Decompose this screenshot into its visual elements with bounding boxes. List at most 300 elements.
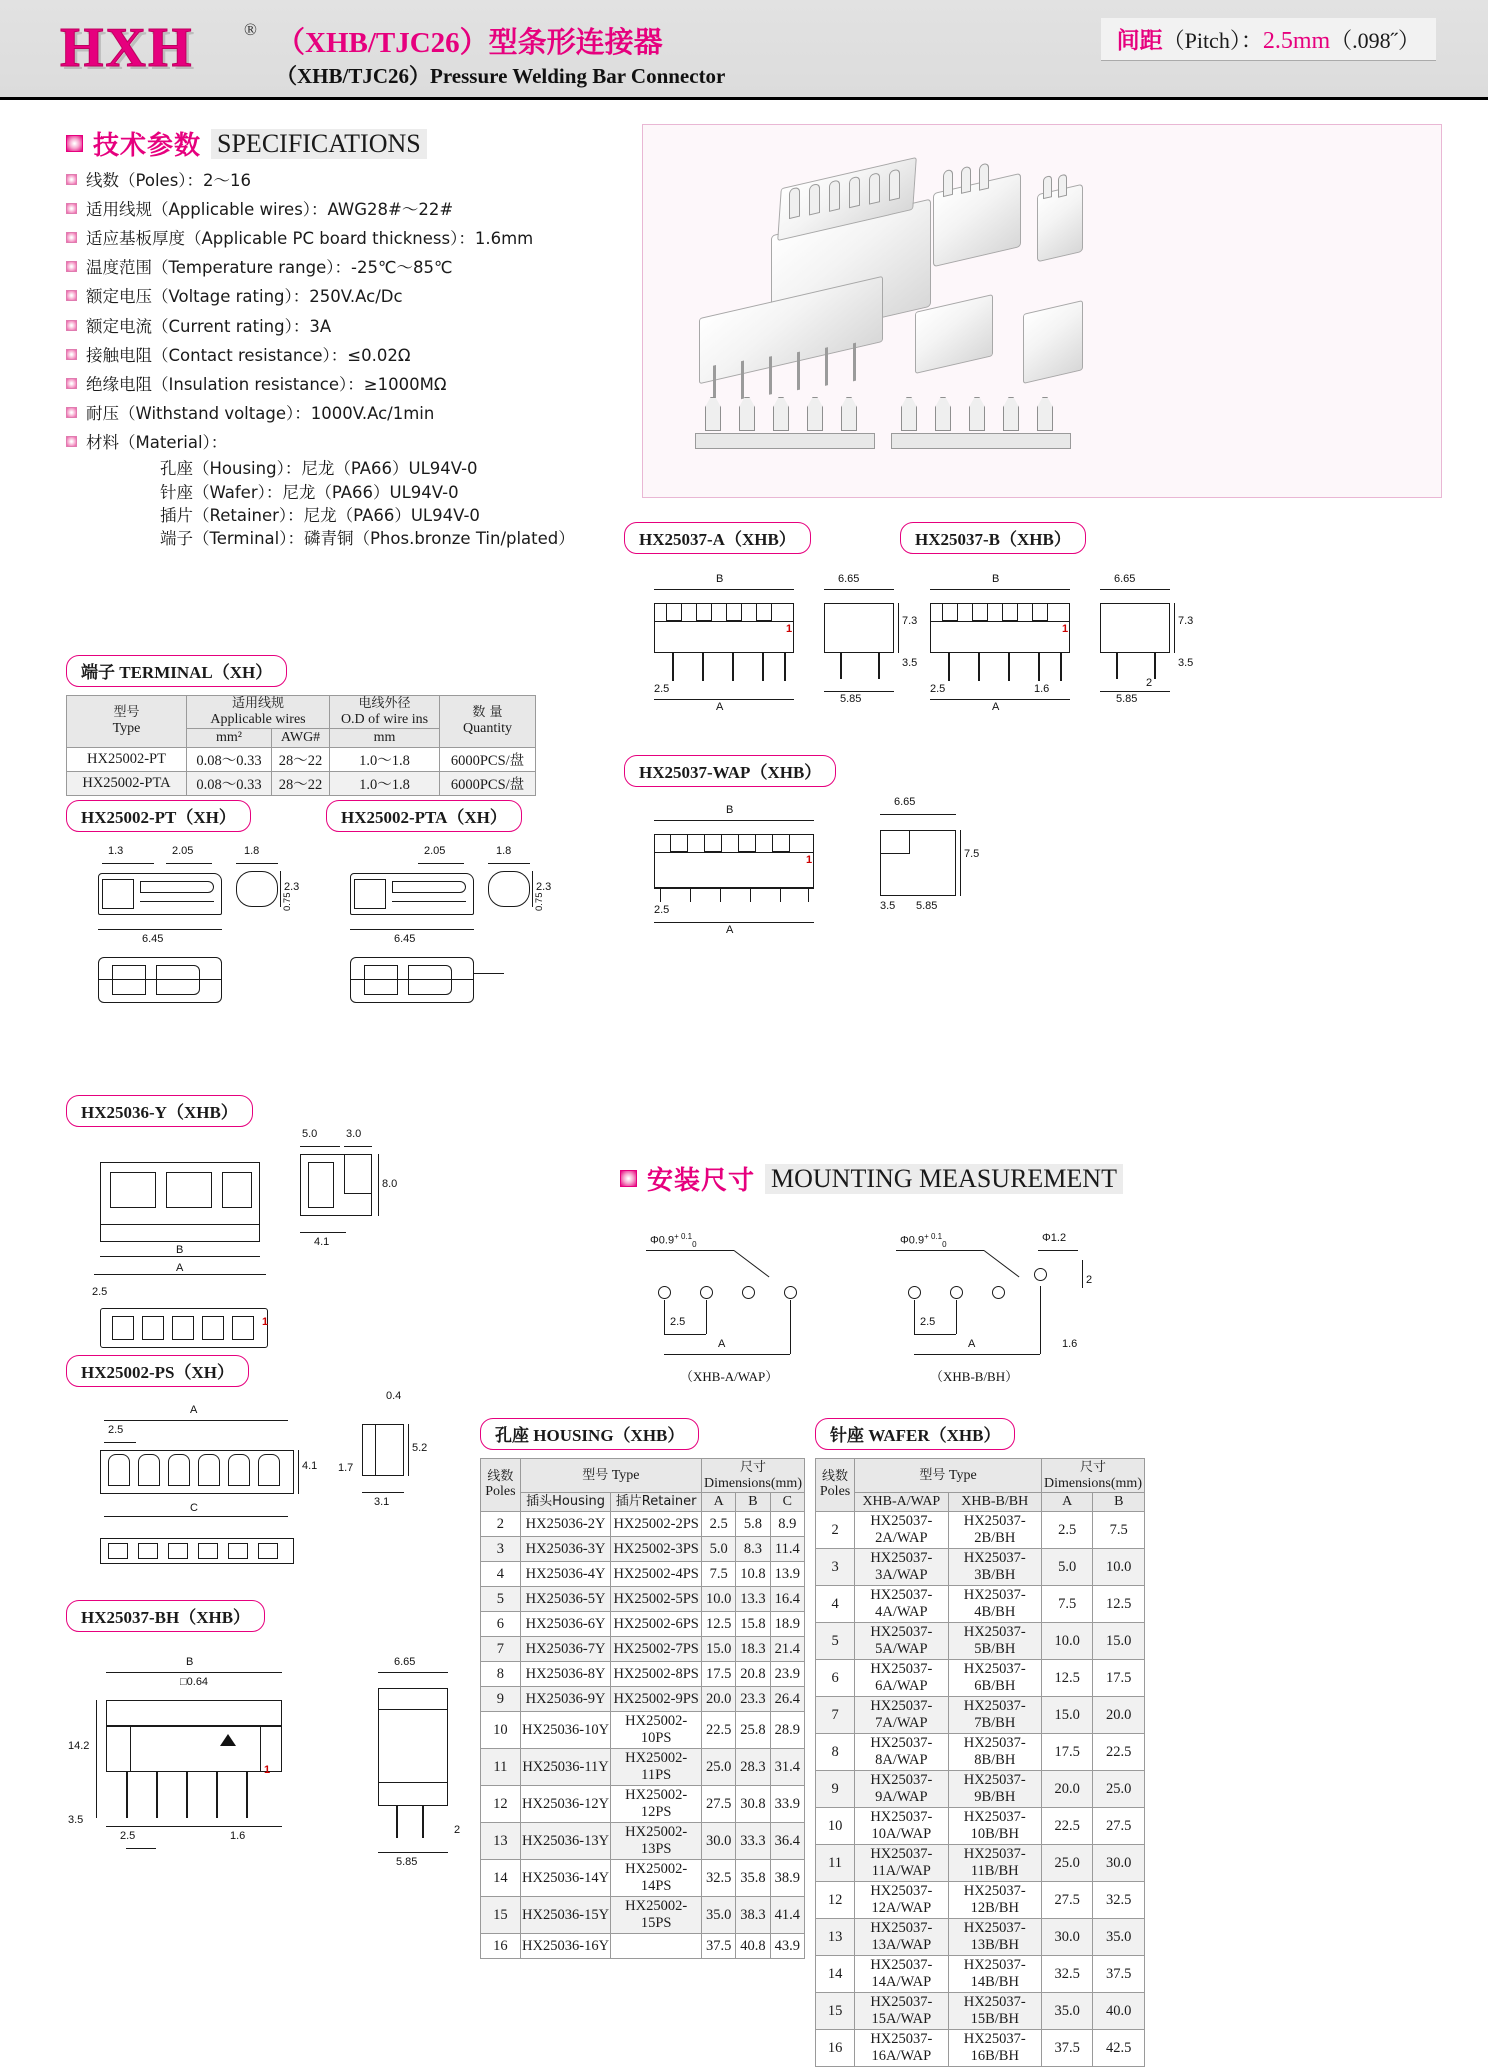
bullet-small-icon: [66, 407, 77, 418]
cell-b: 33.3: [736, 1823, 770, 1860]
table-row: [481, 1562, 805, 1587]
cell-type: HX25002-PT: [67, 747, 187, 771]
th-qty: [440, 696, 536, 748]
drawing-bh-label: HX25037-BH（XHB）: [66, 1600, 265, 1632]
cell-a: 12.5: [701, 1612, 735, 1637]
cell-b: 10.8: [736, 1562, 770, 1587]
table-row: [816, 1845, 1145, 1882]
dim-3-5: 3.5: [1178, 657, 1194, 669]
cell-retainer: HX25002-3PS: [611, 1537, 702, 1562]
cell-poles: 5: [816, 1623, 855, 1660]
cell-retainer: HX25002-11PS: [611, 1749, 702, 1786]
drawing-ps-label: HX25002-PS（XH）: [66, 1355, 249, 1387]
dim-2-5: 2.5: [654, 904, 670, 916]
cell-poles: 4: [481, 1562, 521, 1587]
cell-a-wap: HX25037-7A/WAP: [855, 1697, 948, 1734]
housing-table: [480, 1458, 805, 1959]
table-row: [816, 1771, 1145, 1808]
drawing-a-label: HX25037-A（XHB）: [624, 522, 811, 554]
wafer-table: [815, 1458, 1145, 2067]
cell-housing: HX25036-13Y: [520, 1823, 611, 1860]
table-row: [816, 1660, 1145, 1697]
cell-a: 32.5: [701, 1860, 735, 1897]
cell-a-wap: HX25037-8A/WAP: [855, 1734, 948, 1771]
cell-c: 28.9: [770, 1712, 804, 1749]
company-logo: HXH: [60, 17, 194, 79]
th-b: B: [1093, 1493, 1145, 1512]
cell-a: 2.5: [1041, 1512, 1093, 1549]
cell-c: 8.9: [770, 1512, 804, 1537]
dim-5-85: 5.85: [1116, 693, 1138, 705]
drawing-y: [66, 1095, 253, 1127]
cell-b-bh: HX25037-2B/BH: [948, 1512, 1041, 1549]
cell-poles: 3: [481, 1537, 521, 1562]
th-dims-en: Dimensions(mm): [1043, 1475, 1142, 1491]
dim-6-65: 6.65: [838, 573, 860, 585]
cell-a: 22.5: [701, 1712, 735, 1749]
cell-b-bh: HX25037-4B/BH: [948, 1586, 1041, 1623]
dim-height: 2: [1086, 1274, 1093, 1286]
terminal-table-label: 端子 TERMINAL（XH）: [66, 655, 287, 687]
spec-item: [66, 374, 646, 395]
dim-4-1: 4.1: [302, 1460, 318, 1472]
dim-3-0: 3.0: [346, 1128, 362, 1140]
drawing-b-label: HX25037-B（XHB）: [900, 522, 1086, 554]
table-row: [816, 1623, 1145, 1660]
cell-poles: 10: [816, 1808, 855, 1845]
cell-a-wap: HX25037-10A/WAP: [855, 1808, 948, 1845]
cell-poles: 2: [816, 1512, 855, 1549]
cell-b: 13.3: [736, 1587, 770, 1612]
specifications-heading: [66, 125, 646, 162]
th-type-en: Type: [611, 1467, 640, 1483]
dim-5-0: 5.0: [302, 1128, 318, 1140]
dim-1-6: 1.6: [230, 1830, 246, 1842]
dim-2-3: 2.3: [536, 881, 552, 893]
dim-0-4: 0.4: [386, 1390, 402, 1402]
cell-retainer: HX25002-8PS: [611, 1662, 702, 1687]
cell-poles: 12: [816, 1882, 855, 1919]
cell-retainer: HX25002-12PS: [611, 1786, 702, 1823]
cell-b: 17.5: [1093, 1660, 1145, 1697]
tol-lower: 0: [692, 1239, 697, 1249]
table-row: [481, 1637, 805, 1662]
dim-3-5: 3.5: [68, 1814, 84, 1826]
terminal-strip-right: [891, 393, 1071, 453]
cell-housing: HX25036-9Y: [520, 1687, 611, 1712]
terminal-table-section: [66, 655, 536, 796]
dim-B: B: [716, 573, 724, 585]
mounting-heading-cn: 安装尺寸: [647, 1166, 756, 1196]
cell-poles: 4: [816, 1586, 855, 1623]
th-od-cn: 电线外径: [358, 696, 411, 711]
cell-awg: 28～22: [272, 747, 330, 771]
material-line: 针座（Wafer）：尼龙（PA66）UL94V-0: [160, 482, 459, 502]
dim-1-8: 1.8: [244, 845, 260, 857]
dim-B: B: [176, 1244, 184, 1256]
specifications-section: [66, 125, 646, 551]
cell-housing: HX25036-6Y: [520, 1612, 611, 1637]
cell-c: 11.4: [770, 1537, 804, 1562]
cell-housing: HX25036-5Y: [520, 1587, 611, 1612]
cell-a: 30.0: [1041, 1919, 1093, 1956]
th-b: B: [736, 1493, 770, 1512]
th-type-cn: 型号: [113, 705, 140, 721]
cell-retainer: HX25002-15PS: [611, 1897, 702, 1934]
cell-b: 7.5: [1093, 1512, 1145, 1549]
th-type-cn: 型号: [919, 1467, 946, 1483]
dim-A: A: [718, 1338, 726, 1350]
cell-poles: 13: [481, 1823, 521, 1860]
table-row: [481, 1712, 805, 1749]
cell-b: 10.0: [1093, 1549, 1145, 1586]
dim-2-05: 2.05: [424, 845, 446, 857]
material-line: 插片（Retainer）：尼龙（PA66）UL94V-0: [160, 505, 480, 525]
cell-a-wap: HX25037-2A/WAP: [855, 1512, 948, 1549]
cell-poles: 15: [481, 1897, 521, 1934]
cell-retainer: HX25002-6PS: [611, 1612, 702, 1637]
dim-4-1: 4.1: [314, 1236, 330, 1248]
cell-a-wap: HX25037-4A/WAP: [855, 1586, 948, 1623]
tol-upper: + 0.1: [674, 1232, 693, 1241]
dim-6-65: 6.65: [894, 796, 916, 808]
cell-a: 7.5: [1041, 1586, 1093, 1623]
cell-retainer: HX25002-14PS: [611, 1860, 702, 1897]
cell-a: 12.5: [1041, 1660, 1093, 1697]
cell-b: 20.8: [736, 1662, 770, 1687]
dim-3-1: 3.1: [374, 1496, 390, 1508]
cell-poles: 7: [816, 1697, 855, 1734]
cell-retainer: HX25002-2PS: [611, 1512, 702, 1537]
spec-text: 接触电阻（Contact resistance）：≤0.02Ω: [86, 345, 411, 365]
bullet-small-icon: [66, 261, 77, 272]
dim-3-5: 3.5: [880, 900, 896, 912]
cell-retainer: HX25002-4PS: [611, 1562, 702, 1587]
th-wires: [187, 696, 330, 729]
table-row: [816, 1697, 1145, 1734]
cell-type: HX25002-PTA: [67, 771, 187, 795]
table-row: [816, 1512, 1145, 1549]
dim-A: A: [176, 1262, 184, 1274]
cell-qty: 6000PCS/盘: [440, 771, 536, 795]
cell-a-wap: HX25037-3A/WAP: [855, 1549, 948, 1586]
cell-b: 30.0: [1093, 1845, 1145, 1882]
cell-c: 26.4: [770, 1687, 804, 1712]
dim-0-75: 0.75: [534, 892, 545, 911]
cell-b: 15.8: [736, 1612, 770, 1637]
pin1-marker: 1: [786, 623, 793, 635]
pitch-label-en: （Pitch）：: [1162, 28, 1263, 53]
mounting-diagram-right: [890, 1230, 1150, 1390]
cell-a: 27.5: [701, 1786, 735, 1823]
table-row: [481, 1662, 805, 1687]
dim-A: A: [716, 701, 724, 713]
spec-text: 材料（Material）：: [86, 432, 228, 452]
cell-b: 25.8: [736, 1712, 770, 1749]
drawing-pta: [326, 800, 522, 832]
cell-retainer: HX25002-13PS: [611, 1823, 702, 1860]
cell-a: 15.0: [701, 1637, 735, 1662]
pin1-marker: 1: [806, 854, 813, 866]
cell-a: 22.5: [1041, 1808, 1093, 1845]
cell-a: 32.5: [1041, 1956, 1093, 1993]
th-mm: mm: [330, 729, 440, 748]
cell-a: 10.0: [701, 1587, 735, 1612]
spec-item: [66, 257, 646, 278]
cell-poles: 16: [481, 1934, 521, 1959]
cell-a: 25.0: [701, 1749, 735, 1786]
cell-b-bh: HX25037-15B/BH: [948, 1993, 1041, 2030]
cell-c: 43.9: [770, 1934, 804, 1959]
cell-retainer: HX25002-9PS: [611, 1687, 702, 1712]
cell-b: 37.5: [1093, 1956, 1145, 1993]
table-row: [67, 747, 536, 771]
cell-b: 35.0: [1093, 1919, 1145, 1956]
cell-retainer: HX25002-7PS: [611, 1637, 702, 1662]
dim-1-6: 1.6: [1034, 683, 1050, 695]
cell-poles: 11: [816, 1845, 855, 1882]
cell-b: 40.8: [736, 1934, 770, 1959]
housing-table-label-wrap: [480, 1418, 699, 1450]
cell-a: 37.5: [701, 1934, 735, 1959]
dim-1-7: 1.7: [338, 1462, 354, 1474]
spec-text: 线数（Poles）：2～16: [86, 171, 252, 190]
mounting-diagram-left: [640, 1230, 890, 1390]
dim-2-5: 2.5: [108, 1424, 124, 1436]
wafer-table-label: 针座 WAFER（XHB）: [815, 1418, 1015, 1450]
cell-b-bh: HX25037-12B/BH: [948, 1882, 1041, 1919]
th-wires-cn: 适用线规: [231, 696, 284, 711]
dim-square-0-64: □0.64: [180, 1676, 209, 1688]
drawing-y-label: HX25036-Y（XHB）: [66, 1095, 253, 1127]
pin1-marker: 1: [262, 1316, 269, 1328]
cell-b: 5.8: [736, 1512, 770, 1537]
bullet-small-icon: [66, 290, 77, 301]
table-row: [67, 771, 536, 795]
cell-c: 31.4: [770, 1749, 804, 1786]
cell-a: 20.0: [1041, 1771, 1093, 1808]
tol-lower: 0: [942, 1239, 947, 1249]
dim-0-75: 0.75: [282, 892, 293, 911]
cell-poles: 13: [816, 1919, 855, 1956]
drawing-b-end-view: [1086, 565, 1236, 705]
dim-7-3: 7.3: [1178, 615, 1194, 627]
cell-poles: 8: [481, 1662, 521, 1687]
cell-a: 17.5: [701, 1662, 735, 1687]
cell-housing: HX25036-14Y: [520, 1860, 611, 1897]
th-a-wap: XHB-A/WAP: [855, 1493, 948, 1512]
th-b-bh: XHB-B/BH: [948, 1493, 1041, 1512]
cell-awg: 28～22: [272, 771, 330, 795]
tol-upper: + 0.1: [924, 1232, 943, 1241]
cell-housing: HX25036-8Y: [520, 1662, 611, 1687]
mounting-caption-left: （XHB-A/WAP）: [680, 1369, 779, 1384]
dim-6-65: 6.65: [394, 1656, 416, 1668]
cell-poles: 10: [481, 1712, 521, 1749]
dim-7-3: 7.3: [902, 615, 918, 627]
dim-1-3: 1.3: [108, 845, 124, 857]
table-row: [816, 1956, 1145, 1993]
th-type-en: Type: [112, 720, 141, 736]
bullet-small-icon: [66, 320, 77, 331]
dim-2-5: 2.5: [930, 683, 946, 695]
dim-8-0: 8.0: [382, 1178, 398, 1190]
spec-item: [66, 432, 646, 453]
cell-a: 20.0: [701, 1687, 735, 1712]
cell-b: 40.0: [1093, 1993, 1145, 2030]
drawing-ps: [66, 1355, 249, 1387]
cell-od: 1.0～1.8: [330, 747, 440, 771]
pitch-label-cn: 间距: [1116, 28, 1163, 53]
drawing-bh-figure: [68, 1648, 370, 1908]
th-awg: AWG#: [272, 729, 330, 748]
cell-a: 35.0: [701, 1897, 735, 1934]
th-housing: 插头Housing: [520, 1493, 611, 1512]
cell-a-wap: HX25037-15A/WAP: [855, 1993, 948, 2030]
cell-housing: HX25036-11Y: [520, 1749, 611, 1786]
cell-b: 25.0: [1093, 1771, 1145, 1808]
cell-b-bh: HX25037-14B/BH: [948, 1956, 1041, 1993]
th-poles: [816, 1459, 855, 1512]
th-type-en: Type: [948, 1467, 977, 1483]
wafer-bh-image: [1023, 300, 1083, 384]
drawing-wap-end-view: [866, 790, 1046, 940]
cell-poles: 7: [481, 1637, 521, 1662]
spec-item: [66, 345, 646, 366]
cell-b: 28.3: [736, 1749, 770, 1786]
th-c: C: [770, 1493, 804, 1512]
cell-housing: HX25036-15Y: [520, 1897, 611, 1934]
wafer-table-label-wrap: [815, 1418, 1015, 1450]
bullet-small-icon: [66, 436, 77, 447]
dim-pitch: 2.5: [920, 1316, 936, 1328]
dim-B: B: [726, 804, 734, 816]
th-wires-en: Applicable wires: [210, 711, 306, 727]
spec-text: 额定电压（Voltage rating）：250V.Ac/Dc: [86, 287, 403, 307]
dim-A: A: [190, 1404, 198, 1416]
th-od-en: O.D of wire ins: [340, 711, 429, 727]
spec-text: 绝缘电阻（Insulation resistance）：≥1000MΩ: [86, 374, 447, 394]
dim-A: A: [726, 924, 734, 936]
dim-7-5: 7.5: [964, 848, 980, 860]
cell-poles: 6: [481, 1612, 521, 1637]
dim-2-5: 2.5: [654, 683, 670, 695]
cell-a: 15.0: [1041, 1697, 1093, 1734]
cell-poles: 5: [481, 1587, 521, 1612]
th-dims: [701, 1459, 804, 1493]
drawing-b: [900, 522, 1086, 554]
cell-c: 18.9: [770, 1612, 804, 1637]
cell-c: 41.4: [770, 1897, 804, 1934]
cell-c: 13.9: [770, 1562, 804, 1587]
bullet-small-icon: [66, 174, 77, 185]
th-mm2: mm²: [187, 729, 272, 748]
table-row: [816, 2030, 1145, 2067]
bullet-small-icon: [66, 349, 77, 360]
dim-6-45: 6.45: [394, 933, 416, 945]
th-poles-cn: 线数: [822, 1468, 849, 1484]
bullet-small-icon: [66, 232, 77, 243]
material-line: 端子（Terminal）：磷青铜（Phos.bronze Tin/plated）: [160, 529, 575, 549]
th-dims: [1041, 1459, 1144, 1493]
dim-2-3: 2.3: [284, 881, 300, 893]
specifications-heading-en: SPECIFICATIONS: [211, 129, 427, 159]
spec-text: 温度范围（Temperature range）：-25℃～85℃: [86, 258, 453, 278]
th-a: A: [701, 1493, 735, 1512]
cell-b-bh: HX25037-11B/BH: [948, 1845, 1041, 1882]
table-row: [816, 1882, 1145, 1919]
drawing-wap: [624, 755, 836, 787]
pitch-badge: [1101, 18, 1436, 61]
table-row: [816, 1993, 1145, 2030]
th-poles-en: Poles: [819, 1484, 851, 1500]
dia-label: Φ0.9: [900, 1234, 925, 1247]
table-row: [816, 1808, 1145, 1845]
mounting-caption-right: （XHB-B/BH）: [930, 1369, 1019, 1384]
drawing-pt-label: HX25002-PT（XH）: [66, 800, 251, 832]
cell-b: 23.3: [736, 1687, 770, 1712]
bullet-square-icon: [620, 1170, 637, 1187]
dim-2-5: 2.5: [92, 1286, 108, 1298]
cell-b-bh: HX25037-3B/BH: [948, 1549, 1041, 1586]
dim-1-8: 1.8: [496, 845, 512, 857]
cell-c: 38.9: [770, 1860, 804, 1897]
bullet-small-icon: [66, 203, 77, 214]
spec-text: 适用线规（Applicable wires）：AWG28#～22#: [86, 200, 454, 220]
spec-item: [66, 286, 646, 307]
cell-retainer: HX25002-5PS: [611, 1587, 702, 1612]
th-poles: [481, 1459, 521, 1512]
drawing-wap-label: HX25037-WAP（XHB）: [624, 755, 836, 787]
cell-retainer: [611, 1934, 702, 1959]
dim-6-65: 6.65: [1114, 573, 1136, 585]
table-row: [481, 1537, 805, 1562]
product-title-en: （XHB/TJC26）Pressure Welding Bar Connector: [276, 64, 726, 88]
th-a: A: [1041, 1493, 1093, 1512]
pitch-value: 2.5mm: [1262, 28, 1331, 54]
cell-b: 8.3: [736, 1537, 770, 1562]
dim-2: 2: [1146, 677, 1153, 689]
cell-b: 42.5: [1093, 2030, 1145, 2067]
cell-b-bh: HX25037-6B/BH: [948, 1660, 1041, 1697]
bullet-small-icon: [66, 378, 77, 389]
material-line: 孔座（Housing）：尼龙（PA66）UL94V-0: [160, 459, 478, 479]
cell-b-bh: HX25037-7B/BH: [948, 1697, 1041, 1734]
cell-retainer: HX25002-10PS: [611, 1712, 702, 1749]
cell-a-wap: HX25037-5A/WAP: [855, 1623, 948, 1660]
table-row: [481, 1934, 805, 1959]
cell-mm2: 0.08～0.33: [187, 747, 272, 771]
th-type: [67, 696, 187, 748]
specifications-heading-cn: 技术参数: [93, 131, 202, 161]
dim-B: B: [186, 1656, 194, 1668]
cell-b: 30.8: [736, 1786, 770, 1823]
cell-a: 27.5: [1041, 1882, 1093, 1919]
cell-b: 20.0: [1093, 1697, 1145, 1734]
spec-item: [66, 403, 646, 424]
spec-item: [66, 316, 646, 337]
cell-b-bh: HX25037-13B/BH: [948, 1919, 1041, 1956]
table-row: [481, 1612, 805, 1637]
spec-text: 耐压（Withstand voltage）：1000V.Ac/1min: [86, 403, 435, 423]
cell-poles: 8: [816, 1734, 855, 1771]
mounting-heading: [620, 1160, 1123, 1197]
cell-housing: HX25036-12Y: [520, 1786, 611, 1823]
dim-pitch: 2.5: [670, 1316, 686, 1328]
cell-b: 15.0: [1093, 1623, 1145, 1660]
terminal-strip-left: [695, 393, 875, 453]
cell-housing: HX25036-2Y: [520, 1512, 611, 1537]
